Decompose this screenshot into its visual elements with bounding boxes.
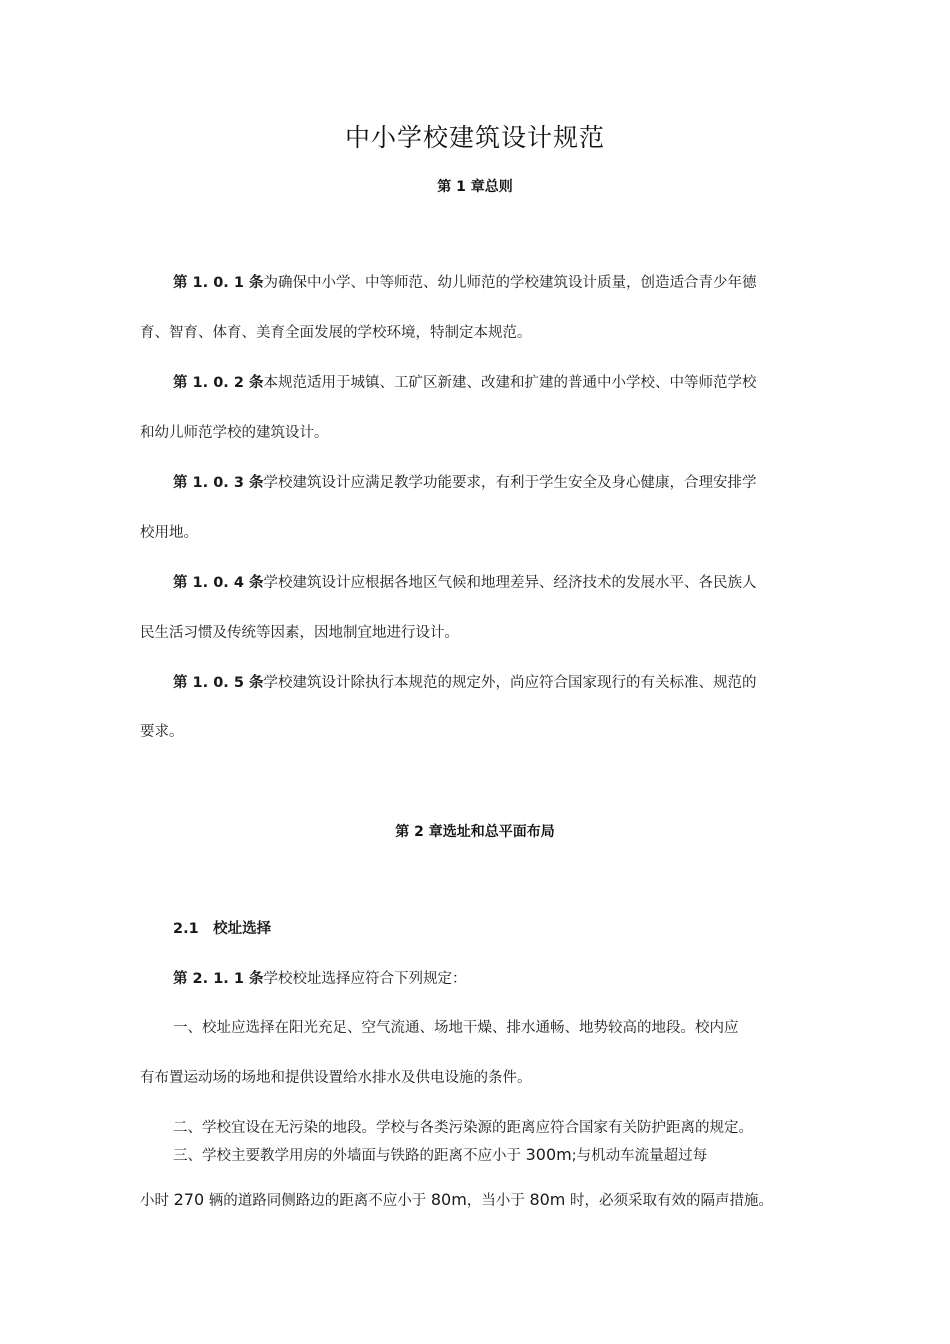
article-1-0-1-cont: 育、智育、体育、美育全面发展的学校环境，特制定本规范。 xyxy=(140,325,532,341)
chapter-2-heading: 第 2 章选址和总平面布局 xyxy=(395,824,555,840)
document-title: 中小学校建筑设计规范 xyxy=(344,123,605,152)
article-text: 学校建筑设计应满足教学功能要求，有利于学生安全及身心健康，合理安排学 xyxy=(263,475,757,491)
section-2-1-heading: 2.1 校址选择 xyxy=(173,921,272,937)
distance-value: 80m xyxy=(529,1190,566,1209)
article-1-0-1 xyxy=(173,273,840,293)
article-text: 学校建筑设计除执行本规范的规定外，尚应符合国家现行的有关标准、规范的 xyxy=(263,675,757,691)
item-text: 辆的道路同侧路边的距离不应小于 xyxy=(204,1193,431,1209)
article-label: 第 1. 0. 5 条 xyxy=(173,675,264,691)
article-1-0-3-cont: 校用地。 xyxy=(140,525,198,541)
item-text: 小时 xyxy=(140,1193,174,1209)
article-label: 第 1. 0. 3 条 xyxy=(173,475,264,491)
item-3-cont xyxy=(140,1190,840,1211)
article-2-1-1 xyxy=(173,969,840,989)
vehicle-count-value: 270 xyxy=(173,1190,205,1209)
article-1-0-5 xyxy=(173,673,840,693)
article-label: 第 1. 0. 4 条 xyxy=(173,575,264,591)
item-text: ;与机动车流量超过每 xyxy=(571,1148,708,1164)
article-label: 第 2. 1. 1 条 xyxy=(173,971,264,987)
distance-value: 300m xyxy=(525,1145,572,1164)
article-text: 学校建筑设计应根据各地区气候和地理差异、经济技术的发展水平、各民族人 xyxy=(263,575,757,591)
distance-value: 80m xyxy=(430,1190,467,1209)
article-1-0-2-cont: 和幼儿师范学校的建筑设计。 xyxy=(140,425,329,441)
item-1-cont: 有布置运动场的场地和提供设置给水排水及供电设施的条件。 xyxy=(140,1070,532,1086)
item-1: 一、校址应选择在阳光充足、空气流通、场地干燥、排水通畅、地势较高的地段。校内应 xyxy=(173,1020,739,1036)
article-1-0-2 xyxy=(173,373,840,393)
article-1-0-4 xyxy=(173,573,840,593)
item-text: 时，必须采取有效的隔声措施。 xyxy=(565,1193,773,1209)
item-2: 二、学校宜设在无污染的地段。学校与各类污染源的距离应符合国家有关防护距离的规定。 xyxy=(173,1120,753,1136)
chapter-1-heading: 第 1 章总则 xyxy=(437,179,513,195)
article-text: 学校校址选择应符合下列规定： xyxy=(263,971,467,987)
article-1-0-3 xyxy=(173,473,840,493)
item-text: ，当小于 xyxy=(466,1193,530,1209)
item-3 xyxy=(173,1145,840,1166)
article-label: 第 1. 0. 2 条 xyxy=(173,375,264,391)
article-label: 第 1. 0. 1 条 xyxy=(173,275,264,291)
article-text: 为确保中小学、中等师范、幼儿师范的学校建筑设计质量，创造适合青少年德 xyxy=(263,275,757,291)
article-1-0-4-cont: 民生活习惯及传统等因素，因地制宜地进行设计。 xyxy=(140,625,459,641)
item-text: 三、学校主要教学用房的外墙面与铁路的距离不应小于 xyxy=(173,1148,526,1164)
article-text: 本规范适用于城镇、工矿区新建、改建和扩建的普通中小学校、中等师范学校 xyxy=(263,375,757,391)
article-1-0-5-cont: 要求。 xyxy=(140,724,184,740)
